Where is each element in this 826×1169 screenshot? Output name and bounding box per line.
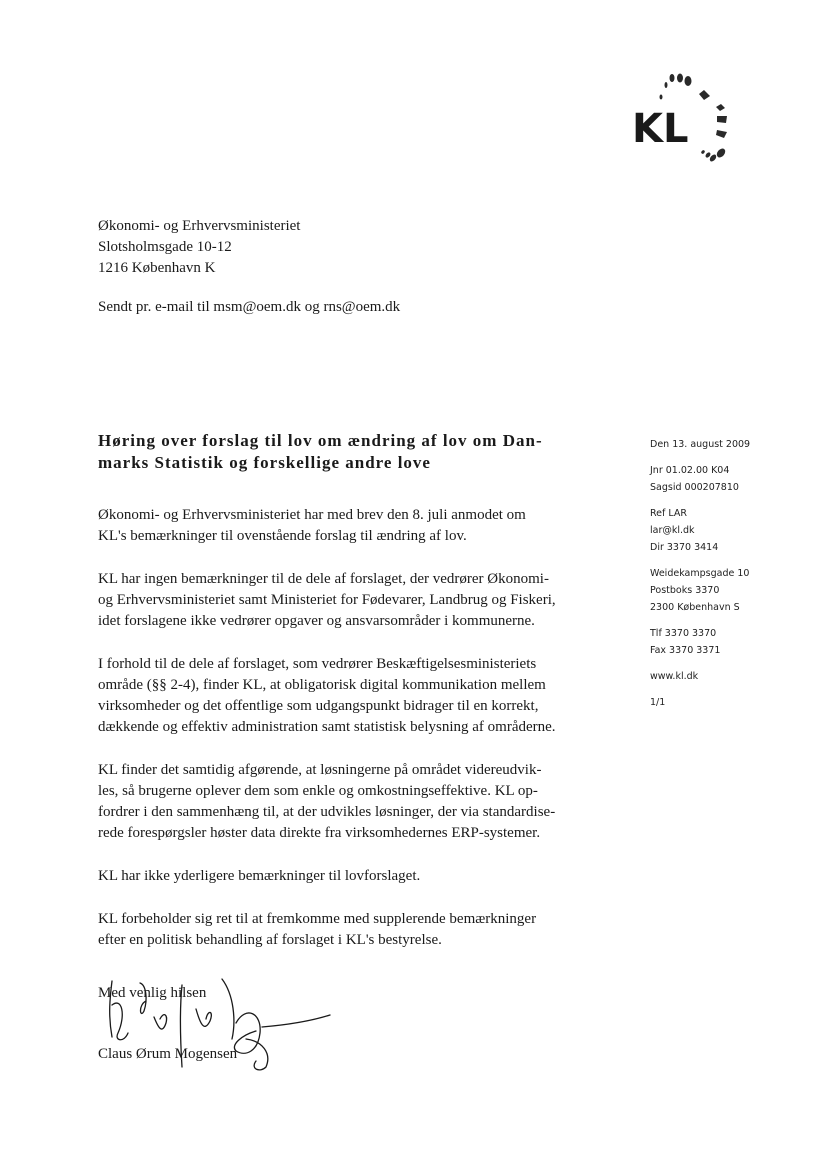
direct-phone: Dir 3370 3414 — [650, 542, 719, 553]
city: 2300 København S — [650, 602, 740, 613]
paragraph — [98, 505, 618, 547]
po-box: Postboks 3370 — [650, 585, 720, 596]
closing-greeting: Med venlig hilsen — [98, 985, 207, 1001]
body-line: idet forslagene ikke vedrører opgaver og ansvarsområder i kommunerne. — [98, 613, 535, 629]
letter-title — [98, 430, 598, 474]
paragraph — [98, 760, 618, 844]
recipient-line: Økonomi- og Erhvervsministeriet — [98, 218, 301, 234]
letter-date: Den 13. august 2009 — [650, 439, 751, 450]
body-line: KL har ikke yderligere bemærkninger til lovforslaget. — [98, 868, 421, 884]
journal-number: Jnr 01.02.00 K04 — [650, 465, 730, 476]
title-line: marks Statistik og forskellige andre love — [98, 453, 431, 472]
body-line: les, så brugerne oplever dem som enkle og omkostningseffektive. KL op- — [98, 783, 538, 799]
recipient-line: Slotsholmsgade 10-12 — [98, 239, 232, 255]
body-line: virksomheder og det offentlige som udgangspunkt bidrager til en korrekt, — [98, 698, 539, 714]
body-line: KL's bemærkninger til ovenstående forslag til ændring af lov. — [98, 528, 467, 544]
signer-name: Claus Ørum Mogensen — [98, 1046, 238, 1062]
case-id: Sagsid 000207810 — [650, 482, 739, 493]
body-line: og Erhvervsministeriet samt Ministeriet for Fødevarer, Landbrug og Fiskeri, — [98, 592, 556, 608]
title-line: Høring over forslag til lov om ændring af lov om Dan- — [98, 431, 543, 450]
logo-text: KL — [632, 106, 689, 152]
body-line: Økonomi- og Erhvervsministeriet har med brev den 8. juli anmodet om — [98, 507, 526, 523]
body-line: rede forespørgsler høster data direkte fra virksomhedernes ERP-systemer. — [98, 825, 541, 841]
paragraph — [98, 569, 618, 632]
body-line: KL forbeholder sig ret til at fremkomme med supplerende bemærkninger — [98, 911, 537, 927]
paragraph — [98, 909, 618, 951]
kl-logo — [628, 70, 738, 170]
recipient-line: 1216 København K — [98, 260, 216, 276]
fax: Fax 3370 3371 — [650, 645, 721, 656]
reference-email[interactable]: lar@kl.dk — [650, 525, 695, 536]
sidebar-info — [650, 436, 810, 711]
paragraph — [98, 654, 618, 738]
website-link[interactable]: www.kl.dk — [650, 671, 699, 682]
reference: Ref LAR — [650, 508, 687, 519]
page-number: 1/1 — [650, 697, 666, 708]
body-line: efter en politisk behandling af forslaget i KL's bestyrelse. — [98, 932, 442, 948]
body-line: område (§§ 2-4), finder KL, at obligatorisk digital kommunikation mellem — [98, 677, 546, 693]
body-line: I forhold til de dele af forslaget, som vedrører Beskæftigelsesministeriets — [98, 656, 537, 672]
body-line: KL har ingen bemærkninger til de dele af forslaget, der vedrører Økonomi- — [98, 571, 549, 587]
paragraph — [98, 866, 618, 887]
letter-body — [98, 505, 618, 973]
body-line: KL finder det samtidig afgørende, at løsningerne på området videreudvik- — [98, 762, 542, 778]
phone: Tlf 3370 3370 — [650, 628, 717, 639]
recipient-address — [98, 216, 300, 279]
body-line: fordrer i den sammenhæng til, at der udvikles løsninger, der via standardise- — [98, 804, 556, 820]
sent-line: Sendt pr. e-mail til msm@oem.dk og rns@oem.dk — [98, 299, 401, 315]
street-address: Weidekampsgade 10 — [650, 568, 750, 579]
body-line: dækkende og effektiv administration samt statistisk belysning af områderne. — [98, 719, 556, 735]
